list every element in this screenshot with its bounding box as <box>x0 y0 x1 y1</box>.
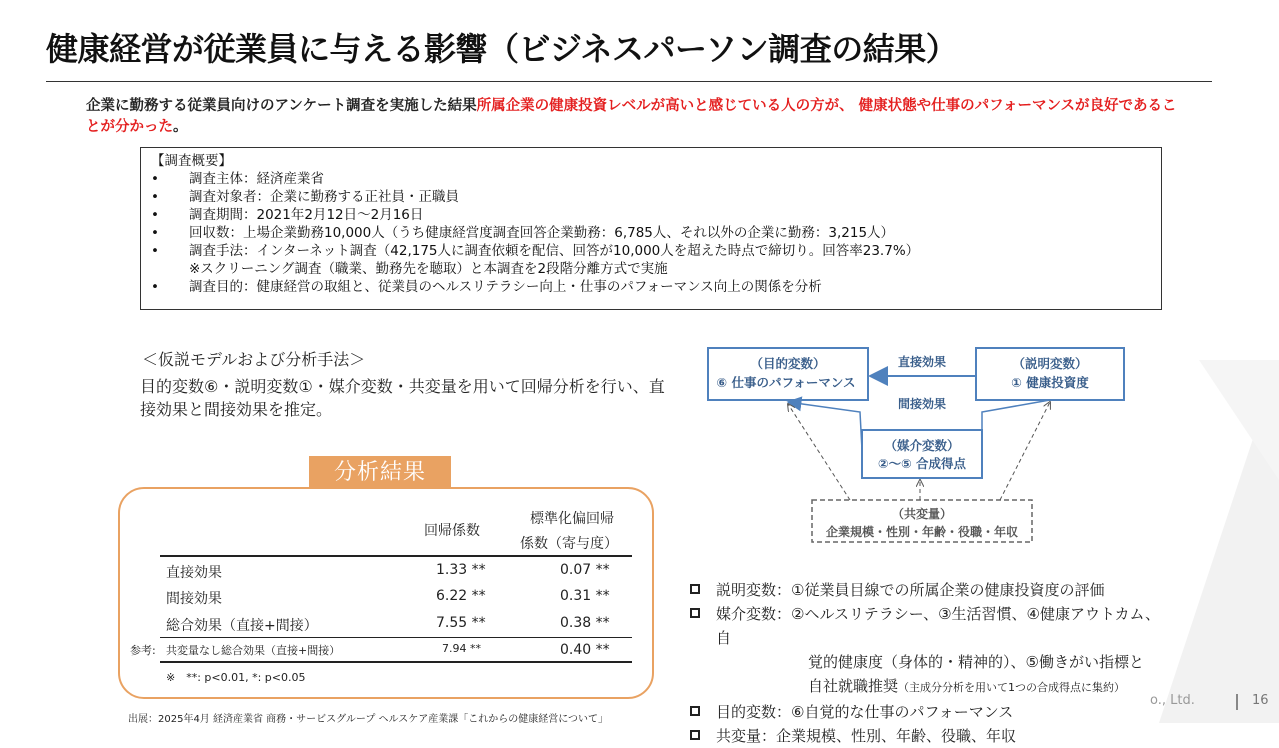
survey-item-text: 調査主体：経済産業省 <box>189 171 324 187</box>
indirect-path-outcome <box>788 402 862 450</box>
indirect-effect-label: 間接効果 <box>897 397 947 411</box>
survey-item <box>151 188 1151 206</box>
footer-divider <box>1236 694 1238 710</box>
table-bottom-rule <box>160 661 632 663</box>
page-title: 健康経営が従業員に与える影響（ビジネスパーソン調査の結果） <box>46 30 958 68</box>
row-coef: 7.55 ** <box>436 615 486 631</box>
survey-item-text: 回収数：上場企業勤務10,000人（うち健康経営度調査回答企業勤務：6,785人、それ以外の企業に勤務：3,215人） <box>189 225 895 241</box>
model-heading: ＜仮説モデルおよび分析手法＞ <box>142 350 366 369</box>
survey-item <box>151 206 1151 224</box>
survey-item-text: 調査対象者：企業に勤務する正社員・正職員 <box>189 189 459 205</box>
results-label: 分析結果 <box>309 456 451 489</box>
row-std: 0.31 ** <box>560 588 610 604</box>
intro-plain: 企業に勤務する従業員向けのアンケート調査を実施した結果 <box>86 98 477 114</box>
variable-item <box>688 724 1168 748</box>
mediator-label: ②～⑤ 合成得点 <box>877 456 967 471</box>
col-header-std-2: 係数（寄与度） <box>520 536 618 552</box>
row-std: 0.07 ** <box>560 562 610 578</box>
variable-continuation <box>688 674 1168 700</box>
explain-title: （説明変数） <box>1012 356 1088 371</box>
row-name: 総合効果（直接+間接） <box>166 618 318 634</box>
indirect-path-explain <box>982 400 1050 430</box>
variable-continuation: 覚的健康度（身体的・精神的）、⑤働きがい指標と <box>808 653 1144 671</box>
ref-row-name: 共変量なし総合効果（直接+間接） <box>166 644 341 657</box>
variable-text: 媒介変数：②ヘルスリテラシー、③生活習慣、④健康アウトカム、自 <box>716 605 1160 647</box>
variable-text: 説明変数：①従業員目線での所属企業の健康投資度の評価 <box>716 581 1105 599</box>
survey-item <box>151 224 1151 242</box>
ref-row-std: 0.40 ** <box>560 642 610 658</box>
intro-text <box>86 96 1186 138</box>
table-ref-rule <box>160 637 632 638</box>
square-bullet-icon <box>690 608 700 618</box>
survey-item-text: 調査期間：2021年2月12日～2月16日 <box>189 207 424 223</box>
background-decoration <box>1159 360 1279 723</box>
survey-heading: 【調査概要】 <box>151 153 232 169</box>
variable-item <box>688 700 1168 724</box>
row-name: 直接効果 <box>166 565 222 581</box>
page-number: 16 <box>1252 693 1269 708</box>
survey-item-text: 調査目的：健康経営の取組と、従業員のヘルスリテラシー向上・仕事のパフォーマンス向上の関係を分析 <box>189 279 822 295</box>
footer-company: o., Ltd. <box>1150 693 1195 708</box>
variable-note: （主成分分析を用いて1つの合成得点に集約） <box>898 681 1126 694</box>
path-diagram <box>700 340 1150 550</box>
direct-effect-label: 直接効果 <box>897 355 947 369</box>
col-header-std-1: 標準化偏回帰 <box>530 511 614 527</box>
survey-item <box>151 170 1151 188</box>
variable-text: 目的変数：⑥自覚的な仕事のパフォーマンス <box>716 703 1014 721</box>
survey-item <box>151 278 1151 296</box>
variable-item <box>688 602 1168 650</box>
outcome-title: （目的変数） <box>750 356 826 371</box>
bullet: • <box>151 171 159 187</box>
row-coef: 6.22 ** <box>436 588 486 604</box>
bullet: • <box>151 243 159 259</box>
col-header-coef: 回帰係数 <box>424 523 480 539</box>
ref-prefix: 参考: <box>130 644 156 657</box>
covariate-arrow <box>1000 402 1050 500</box>
model-description: 目的変数⑥・説明変数①・媒介変数・共変量を用いて回帰分析を行い、直接効果と間接効果を推定。 <box>140 377 665 419</box>
row-std: 0.38 ** <box>560 615 610 631</box>
source-citation: 出展：2025年4月 経済産業省 商務・サービスグループ ヘルスケア産業課「これからの健康経営について」 <box>128 714 609 725</box>
variable-text: 共変量：企業規模、性別、年齢、役職、年収 <box>716 727 1017 745</box>
bullet: • <box>151 189 159 205</box>
significance-note: ※ **: p<0.01, *: p<0.05 <box>166 671 306 684</box>
ref-row-coef: 7.94 ** <box>442 642 481 655</box>
survey-item <box>151 242 1151 260</box>
intro-end: 。 <box>173 119 188 135</box>
covariate-title: （共変量） <box>891 507 953 521</box>
title-divider <box>46 81 1212 82</box>
survey-overview-box <box>140 147 1162 310</box>
row-coef: 1.33 ** <box>436 562 486 578</box>
explain-label: ① 健康投資度 <box>1011 375 1089 390</box>
variable-item <box>688 578 1168 602</box>
mediator-title: （媒介変数） <box>884 438 960 453</box>
square-bullet-icon <box>690 584 700 594</box>
row-name: 間接効果 <box>166 591 222 607</box>
variable-text: 自社就職推奨 <box>808 677 899 695</box>
square-bullet-icon <box>690 706 700 716</box>
bullet: • <box>151 225 159 241</box>
intro-highlight: 所属企業の健康投資レベルが高いと感じている人の方が、 健康状態や仕事のパフォーマンスが良好であることが分かった <box>86 98 1177 135</box>
survey-item-text: 調査手法：インターネット調査（42,175人に調査依頼を配信、回答が10,000人を超えた時点で締切り。回答率23.7%） <box>189 243 920 259</box>
table-top-rule <box>160 555 632 557</box>
bullet: • <box>151 207 159 223</box>
covariate-label: 企業規模・性別・年齢・役職・年収 <box>825 525 1019 539</box>
survey-note: ※スクリーニング調査（職業、勤務先を聴取）と本調査を2段階分離方式で実施 <box>189 261 668 277</box>
covariate-arrow <box>788 404 850 500</box>
outcome-label: ⑥ 仕事のパフォーマンス <box>716 375 856 390</box>
square-bullet-icon <box>690 730 700 740</box>
bullet: • <box>151 279 159 295</box>
